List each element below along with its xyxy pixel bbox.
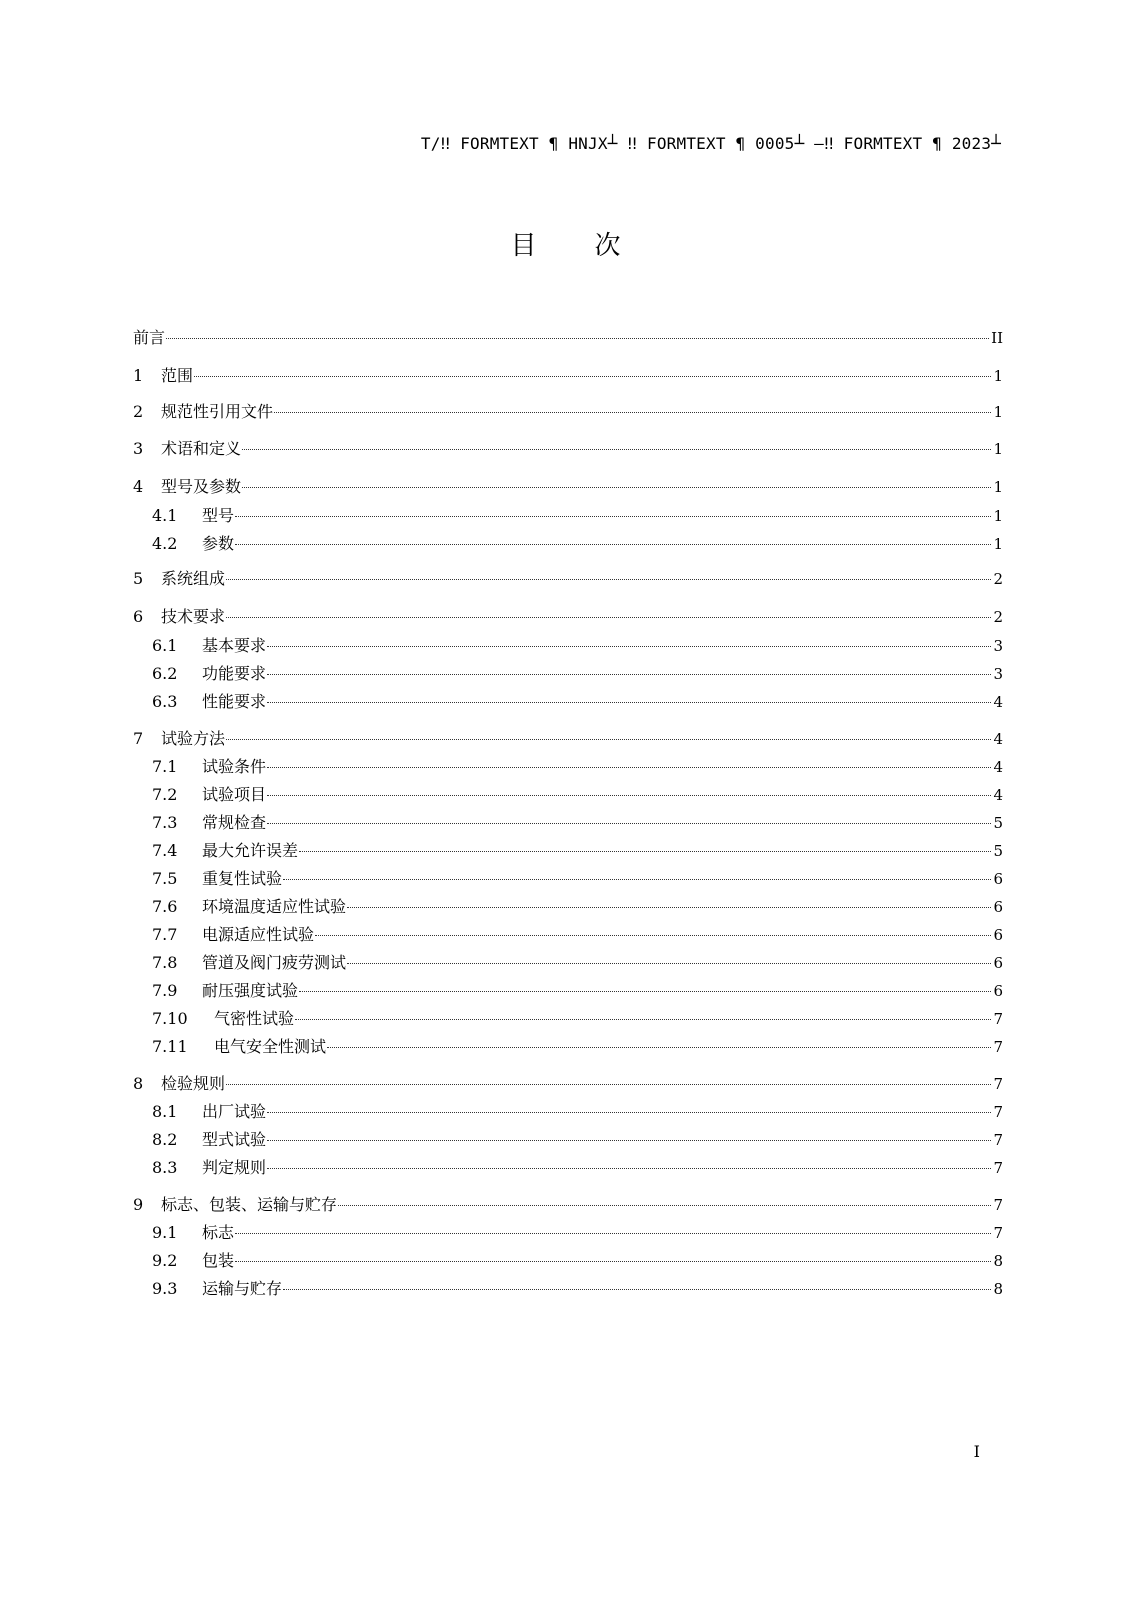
toc-entry-number: 4 [133,477,144,496]
toc-entry-page: 7 [993,1010,1003,1028]
toc-entry-title: 型式试验 [202,1130,267,1149]
toc-dot-leader [235,1233,991,1234]
toc-entry-page: 7 [993,1131,1003,1149]
toc-entry-page: 1 [993,478,1003,496]
toc-dot-leader [347,963,991,964]
toc-dot-leader [194,376,991,377]
toc-entry-number: 5 [133,569,144,588]
toc-entry-number: 8.1 [152,1102,178,1121]
toc-entry[interactable] [133,727,1003,751]
toc-entry-number: 7.3 [152,813,178,832]
toc-entry-title: 标志 [202,1223,235,1242]
toc-entry[interactable] [152,811,1003,835]
toc-dot-leader [299,991,991,992]
toc-entry[interactable] [152,1035,1003,1059]
toc-dot-leader [327,1047,991,1048]
toc-entry-title: 运输与贮存 [202,1279,283,1298]
toc-entry-page: 7 [993,1196,1003,1214]
toc-entry-page: 4 [993,786,1003,804]
toc-entry-number: 6.2 [152,664,178,683]
toc-entry-number: 2 [133,402,144,421]
toc-dot-leader [226,579,991,580]
toc-entry-page: 6 [993,870,1003,888]
toc-entry[interactable] [133,437,1003,461]
toc-entry-number: 8.2 [152,1130,178,1149]
toc-entry-number: 7.9 [152,981,178,1000]
toc-dot-leader [299,851,991,852]
toc-dot-leader [166,338,989,339]
toc-entry-number: 9 [133,1195,144,1214]
toc-entry[interactable] [152,1221,1003,1245]
toc-entry-page: 6 [993,982,1003,1000]
toc-entry-page: II [991,329,1003,347]
toc-dot-leader [226,617,991,618]
toc-dot-leader [267,646,991,647]
toc-entry[interactable] [152,690,1003,714]
toc-dot-leader [242,487,991,488]
toc-entry[interactable] [152,867,1003,891]
toc-entry-title: 型号 [202,506,235,525]
toc-entry-page: 1 [993,367,1003,385]
page-title: 目次 [510,231,679,261]
toc-entry-title: 环境温度适应性试验 [202,897,347,916]
standard-code-header: T/‼ FORMTEXT ¶ HNJX┴ ‼ FORMTEXT ¶ 0005┴ —‼ FORMTEXT ¶ 2023┴ [420,134,1001,153]
toc-entry-title: 试验方法 [161,729,226,748]
toc-entry-title: 耐压强度试验 [202,981,299,1000]
toc-dot-leader [283,879,991,880]
toc-entry-page: 7 [993,1103,1003,1121]
toc-entry-title: 术语和定义 [161,439,242,458]
toc-entry-title: 电源适应性试验 [202,925,315,944]
toc-entry-number: 7.2 [152,785,178,804]
toc-dot-leader [226,739,991,740]
toc-entry-title: 基本要求 [202,636,267,655]
toc-entry-page: 7 [993,1159,1003,1177]
toc-entry-number: 7.5 [152,869,178,888]
toc-entry-title: 参数 [202,534,235,553]
toc-entry-title: 型号及参数 [161,477,242,496]
toc-entry-title: 规范性引用文件 [161,402,274,421]
toc-entry-title: 技术要求 [161,607,226,626]
toc-entry-number: 8.3 [152,1158,178,1177]
toc-entry[interactable] [133,567,1003,591]
toc-dot-leader [274,412,991,413]
toc-dot-leader [338,1205,991,1206]
toc-entry-title: 范围 [161,366,194,385]
toc-entry-number: 4.1 [152,506,178,525]
toc-dot-leader [295,1019,991,1020]
toc-entry-page: 4 [993,730,1003,748]
toc-entry-page: 2 [993,608,1003,626]
toc-entry[interactable] [152,1100,1003,1124]
toc-entry-page: 2 [993,570,1003,588]
toc-entry-title: 试验项目 [202,785,267,804]
toc-entry-page: 5 [993,842,1003,860]
toc-dot-leader [315,935,991,936]
toc-dot-leader [267,795,991,796]
toc-dot-leader [283,1289,991,1290]
toc-entry-number: 7.4 [152,841,178,860]
toc-entry-title: 管道及阀门疲劳测试 [202,953,347,972]
toc-entry-number: 9.1 [152,1223,178,1242]
toc-entry-title: 最大允许误差 [202,841,299,860]
toc-entry-title: 包装 [202,1251,235,1270]
toc-dot-leader [235,516,991,517]
toc-entry-title: 性能要求 [202,692,267,711]
toc-entry[interactable] [133,326,1003,350]
toc-entry[interactable] [152,1128,1003,1152]
toc-entry[interactable] [133,400,1003,424]
toc-entry[interactable] [152,755,1003,779]
page-number: I [973,1442,980,1461]
toc-dot-leader [267,823,991,824]
toc-entry-title: 出厂试验 [202,1102,267,1121]
toc-entry-number: 7.1 [152,757,178,776]
toc-entry-page: 3 [993,665,1003,683]
toc-entry-page: 1 [993,535,1003,553]
toc-entry[interactable] [152,979,1003,1003]
toc-entry-number: 1 [133,366,144,385]
toc-entry-title: 功能要求 [202,664,267,683]
toc-entry-number: 4.2 [152,534,178,553]
toc-entry[interactable] [133,1072,1003,1096]
toc-entry-number: 9.3 [152,1279,178,1298]
toc-entry-number: 7.8 [152,953,178,972]
toc-entry-number: 9.2 [152,1251,178,1270]
toc-entry-title: 系统组成 [161,569,226,588]
toc-entry-page: 8 [993,1252,1003,1270]
toc-entry-page: 3 [993,637,1003,655]
toc-entry[interactable] [152,532,1003,556]
toc-entry-page: 4 [993,758,1003,776]
toc-entry-title: 电气安全性测试 [214,1037,327,1056]
toc-entry-page: 6 [993,898,1003,916]
toc-entry-title: 标志、包装、运输与贮存 [161,1195,338,1214]
toc-dot-leader [267,702,991,703]
toc-entry[interactable] [152,504,1003,528]
toc-entry-number: 6 [133,607,144,626]
toc-entry[interactable] [152,923,1003,947]
toc-entry[interactable] [152,839,1003,863]
toc-dot-leader [235,544,991,545]
toc-entry-number: 7.6 [152,897,178,916]
toc-entry[interactable] [152,783,1003,807]
toc-entry-page: 6 [993,954,1003,972]
toc-entry-title: 气密性试验 [214,1009,295,1028]
toc-entry-page: 7 [993,1038,1003,1056]
toc-entry-page: 7 [993,1075,1003,1093]
toc-entry-page: 4 [993,693,1003,711]
toc-entry[interactable] [152,662,1003,686]
toc-dot-leader [242,449,991,450]
toc-entry[interactable] [133,1193,1003,1217]
toc-dot-leader [235,1261,991,1262]
toc-entry[interactable] [152,1277,1003,1301]
toc-entry[interactable] [152,1156,1003,1180]
toc-entry[interactable] [152,1007,1003,1031]
toc-dot-leader [267,1140,991,1141]
toc-entry-page: 1 [993,507,1003,525]
toc-entry[interactable] [152,895,1003,919]
toc-dot-leader [267,767,991,768]
toc-entry-title: 检验规则 [161,1074,226,1093]
toc-entry-number: 7.7 [152,925,178,944]
toc-entry-page: 1 [993,440,1003,458]
toc-entry-number: 7.10 [152,1009,188,1028]
toc-dot-leader [347,907,991,908]
toc-entry-number: 3 [133,439,144,458]
toc-entry-number: 6.3 [152,692,178,711]
toc-entry[interactable] [133,475,1003,499]
toc-entry-title: 前言 [133,328,166,347]
toc-entry[interactable] [152,1249,1003,1273]
toc-entry-number: 8 [133,1074,144,1093]
toc-entry-number: 7 [133,729,144,748]
toc-entry-page: 1 [993,403,1003,421]
toc-entry-page: 6 [993,926,1003,944]
toc-entry[interactable] [133,364,1003,388]
toc-entry[interactable] [152,634,1003,658]
toc-dot-leader [267,674,991,675]
toc-entry-title: 判定规则 [202,1158,267,1177]
toc-entry[interactable] [152,951,1003,975]
toc-entry-page: 8 [993,1280,1003,1298]
toc-dot-leader [226,1084,991,1085]
toc-entry-page: 7 [993,1224,1003,1242]
toc-entry-number: 6.1 [152,636,178,655]
toc-entry-page: 5 [993,814,1003,832]
toc-entry-title: 试验条件 [202,757,267,776]
toc-entry[interactable] [133,605,1003,629]
toc-dot-leader [267,1168,991,1169]
toc-dot-leader [267,1112,991,1113]
toc-entry-number: 7.11 [152,1037,188,1056]
toc-entry-title: 重复性试验 [202,869,283,888]
toc-entry-title: 常规检查 [202,813,267,832]
